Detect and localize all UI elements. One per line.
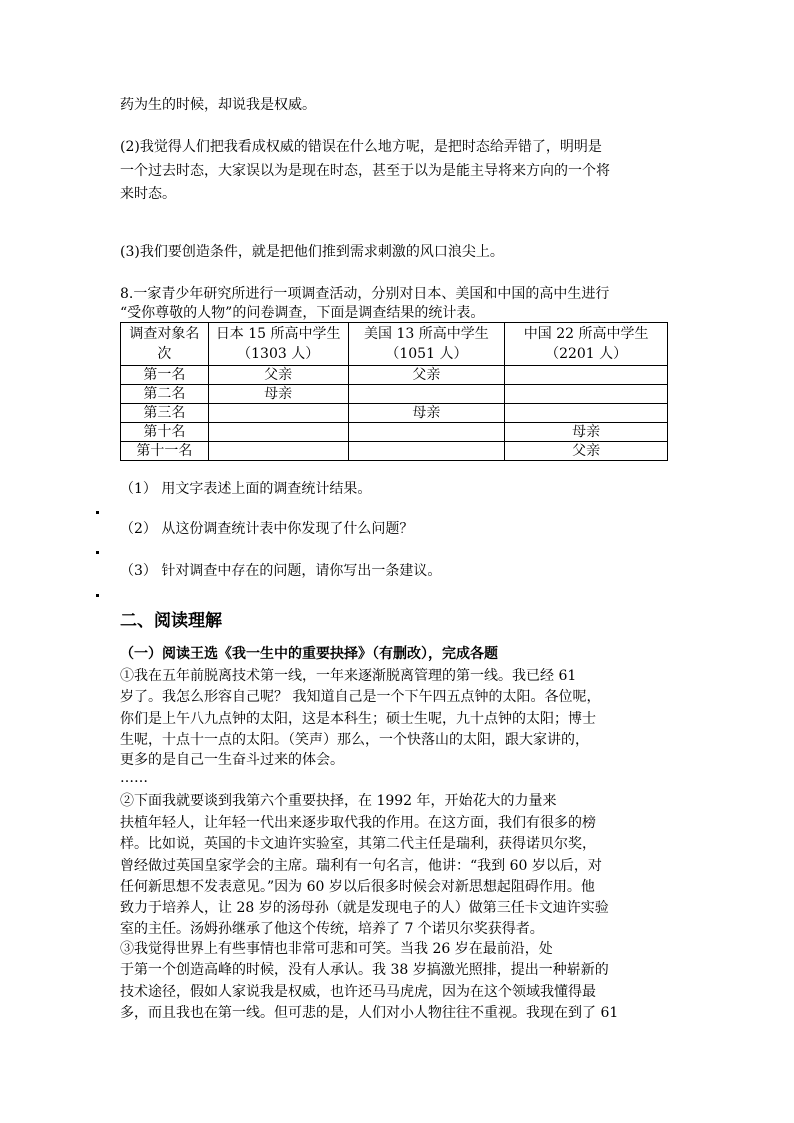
subquestion: （2） 从这份调查统计表中你发现了什么问题？ [120, 521, 414, 537]
table-cell: 父亲 [208, 366, 348, 385]
text-line: ③我觉得世界上有些事情也非常可悲和可笑。当我 26 岁在最前沿，处 [120, 941, 553, 957]
table-header-row [121, 323, 668, 366]
text-line: 你们是上午八九点钟的太阳，这是本科生；硕士生呢，九十点钟的太阳；博士 [120, 711, 596, 727]
survey-table [120, 322, 668, 461]
text-line: 来时态。 [120, 186, 176, 202]
table-cell: 父亲 [348, 366, 505, 385]
table-cell: 第二名 [121, 385, 209, 404]
text-line: ①我在五年前脱离技术第一线，一年来逐渐脱离管理的第一线。我已经 61 [120, 668, 577, 684]
table-cell: 父亲 [505, 442, 668, 461]
text-line: 药为生的时候，却说我是权威。 [120, 97, 316, 113]
table-header-cell: 调查对象名 次 [121, 323, 209, 366]
text-line: 样。比如说，英国的卡文迪许实验室，其第二代主任是瑞利，获得诺贝尔奖， [120, 836, 596, 852]
bullet-dot [96, 551, 99, 554]
text-line: 岁了。我怎么形容自己呢？ 我知道自己是一个下午四五点钟的太阳。各位呢， [120, 689, 601, 705]
table-cell [208, 404, 348, 423]
text-line: 更多的是自己一生奋斗过来的体会。 [120, 752, 344, 768]
text-line: 任何新思想不发表意见。”因为 60 岁以后很多时候会对新思想起阻碍作用。他 [120, 879, 595, 895]
table-header-cell: 中国 22 所高中学生 （2201 人） [505, 323, 668, 366]
table-cell [348, 442, 505, 461]
table-cell: 第十名 [121, 423, 209, 442]
table-cell [505, 404, 668, 423]
question-8-line: 8.一家青少年研究所进行一项调查活动，分别对日本、美国和中国的高中生进行 [120, 286, 610, 302]
table-cell: 母亲 [348, 404, 505, 423]
table-cell [505, 366, 668, 385]
table-cell [505, 385, 668, 404]
table-row [121, 442, 668, 461]
text-line: (2)我觉得人们把我看成权威的错误在什么地方呢，是把时态给弄错了，明明是 [120, 139, 602, 155]
text-line: (3)我们要创造条件，就是把他们推到需求刺激的风口浪尖上。 [120, 244, 504, 260]
section-subheading: （一）阅读王选《我一生中的重要抉择》（有删改），完成各题 [120, 646, 498, 662]
text-line: ②下面我就要谈到我第六个重要抉择，在 1992 年，开始花大的力量来 [120, 793, 557, 809]
table-cell [348, 423, 505, 442]
table-row [121, 366, 668, 385]
table-cell: 母亲 [505, 423, 668, 442]
subquestion: （1） 用文字表述上面的调查统计结果。 [120, 481, 372, 497]
text-line: 一个过去时态，大家误以为是现在时态，甚至于以为是能主导将来方向的一个将 [120, 163, 610, 179]
table-cell: 第三名 [121, 404, 209, 423]
table-row [121, 385, 668, 404]
table-cell: 第十一名 [121, 442, 209, 461]
text-line: 技术途径，假如人家说我是权威，也许还马马虎虎，因为在这个领域我懂得最 [120, 984, 596, 1000]
text-line: 室的主任。汤姆孙继承了他这个传统，培养了 7 个诺贝尔奖获得者。 [120, 921, 544, 937]
text-line: 致力于培养人，让 28 岁的汤母孙（就是发现电子的人）做第三任卡文迪许实验 [120, 900, 609, 916]
text-line: 曾经做过英国皇家学会的主席。瑞利有一句名言，他讲：“我到 60 岁以后，对 [120, 858, 602, 874]
table-header-cell: 日本 15 所高中学生 （1303 人） [208, 323, 348, 366]
table-cell [208, 442, 348, 461]
table-cell: 第一名 [121, 366, 209, 385]
table-cell [348, 385, 505, 404]
text-line: 生呢，十点十一点的太阳。（笑声）那么，一个快落山的太阳，跟大家讲的， [120, 732, 589, 748]
text-line: 多，而且我也在第一线。但可悲的是，人们对小人物往往不重视。我现在到了 61 [120, 1005, 619, 1021]
section-heading: 二、阅读理解 [120, 611, 222, 631]
table-row [121, 423, 668, 442]
table-cell [208, 423, 348, 442]
table-row [121, 404, 668, 423]
question-8-line: “受你尊敬的人物”的问卷调查，下面是调查结果的统计表。 [120, 305, 485, 321]
subquestion: （3） 针对调查中存在的问题，请你写出一条建议。 [120, 563, 442, 579]
bullet-dot [96, 594, 99, 597]
text-line: 于第一个创造高峰的时候，没有人承认。我 38 岁搞激光照排，提出一种崭新的 [120, 962, 609, 978]
table-header-cell: 美国 13 所高中学生 （1051 人） [348, 323, 505, 366]
table-cell: 母亲 [208, 385, 348, 404]
text-line: 扶植年轻人，让年轻一代出来逐步取代我的作用。在这方面，我们有很多的榜 [120, 815, 596, 831]
bullet-dot [96, 511, 99, 514]
text-line: …… [120, 770, 148, 786]
